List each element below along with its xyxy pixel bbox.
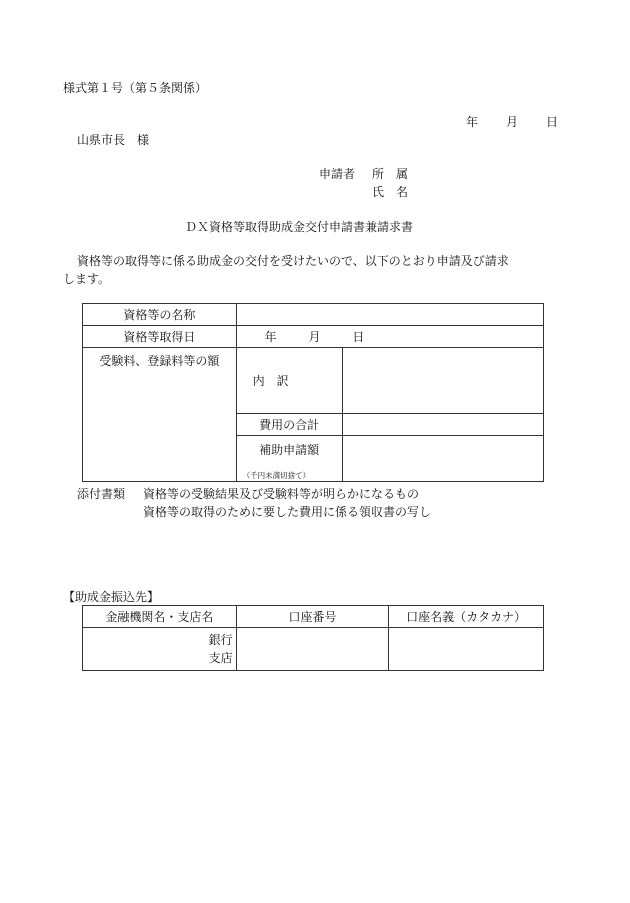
addressee: 山県市長 様 — [77, 133, 150, 147]
bank-label: 銀行 — [208, 633, 233, 647]
qualification-name-field[interactable] — [236, 304, 543, 326]
acq-day: 日 — [352, 330, 365, 344]
transfer-heading: 【助成金振込先】 — [63, 590, 160, 604]
form-number: 様式第１号（第５条関係） — [63, 81, 208, 95]
acquisition-date-field[interactable] — [236, 326, 543, 348]
date-month-label: 月 — [506, 115, 519, 129]
acq-year: 年 — [264, 330, 277, 344]
acquisition-date-label: 資格等取得日 — [83, 326, 237, 348]
bank-branch-field[interactable] — [83, 628, 237, 671]
total-label: 費用の合計 — [236, 414, 342, 436]
affiliation-label: 所 属 — [372, 167, 409, 181]
subsidy-label: 補助申請額 — [259, 443, 320, 457]
name-label: 氏 名 — [372, 185, 409, 199]
subsidy-cell — [236, 436, 342, 482]
account-number-field[interactable] — [236, 628, 389, 671]
breakdown-field[interactable] — [342, 348, 544, 414]
qualification-name-label: 資格等の名称 — [83, 304, 237, 326]
bank-branch-header: 金融機関名・支店名 — [83, 606, 237, 628]
total-field[interactable] — [342, 414, 544, 436]
acq-month: 月 — [308, 330, 321, 344]
attachment-item-1: 資格等の受験結果及び受験料等が明らかになるもの — [143, 487, 420, 501]
document-title: ＤＸ資格等取得助成金交付申請書兼請求書 — [185, 220, 414, 234]
date-day-label: 日 — [546, 115, 559, 129]
attachments-label: 添付書類 — [77, 487, 126, 501]
branch-label: 支店 — [208, 651, 233, 665]
subsidy-note: （千円未満切捨て） — [242, 471, 311, 480]
intro-line-2: します。 — [63, 272, 111, 286]
intro-line-1: 資格等の取得等に係る助成金の交付を受けたいので、以下のとおり申請及び請求 — [77, 254, 509, 268]
application-table — [82, 303, 544, 482]
date-year-label: 年 — [466, 115, 479, 129]
transfer-table — [82, 605, 544, 671]
subsidy-field[interactable] — [342, 436, 544, 482]
fees-label: 受験料、登録料等の額 — [83, 348, 237, 482]
applicant-label: 申請者 — [319, 167, 356, 181]
account-number-header: 口座番号 — [236, 606, 389, 628]
account-holder-field[interactable] — [389, 628, 544, 671]
attachment-item-2: 資格等の取得のために要した費用に係る領収書の写し — [143, 505, 432, 519]
breakdown-label: 内 訳 — [236, 348, 342, 414]
account-holder-header: 口座名義（カタカナ） — [389, 606, 544, 628]
